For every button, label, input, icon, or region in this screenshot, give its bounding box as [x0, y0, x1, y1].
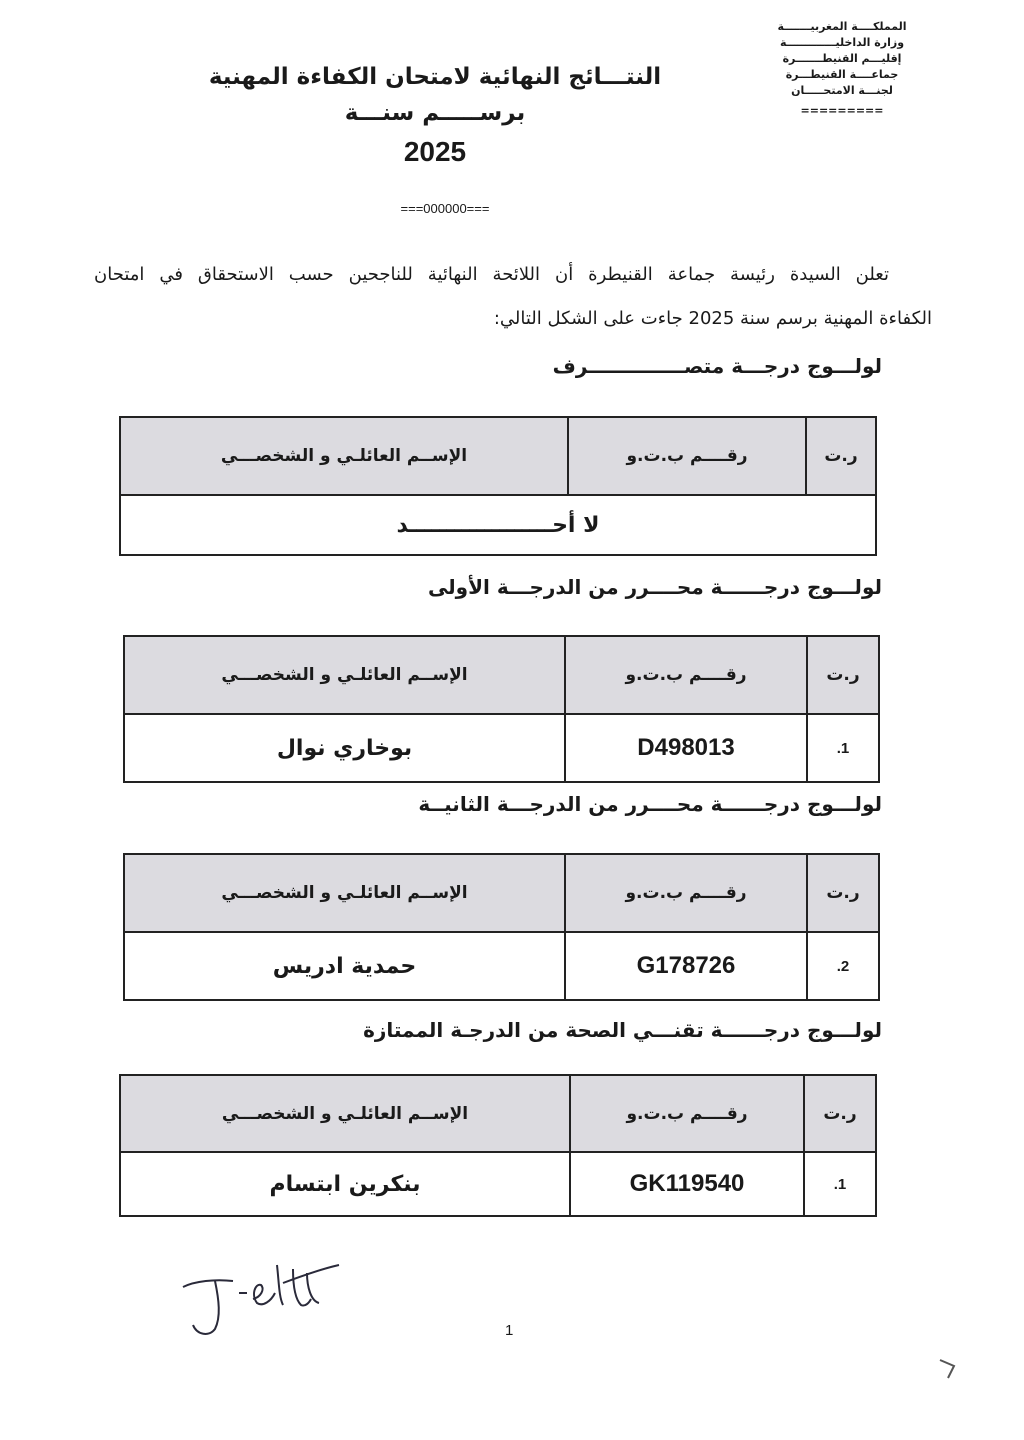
intro-line-2: الكفاءة المهنية برسم سنة 2025 جاءت على الشكل التالي:: [493, 308, 932, 329]
results-table-administrator: [119, 416, 877, 556]
title-session: برســـــم سنـــة: [344, 100, 526, 126]
table-header-row: [125, 855, 878, 933]
header-ministry: وزارة الداخليـــــــــــــة: [779, 36, 905, 49]
table-row: [125, 933, 878, 999]
document-title: النتـــائج النهائية لامتحان الكفاءة المهنية: [208, 64, 662, 90]
row-cin: G178726: [564, 933, 808, 999]
row-name: بوخاري نوال: [276, 735, 413, 761]
page-number: 1: [505, 1322, 514, 1339]
row-cin: D498013: [564, 715, 808, 781]
header-name: الإســم العائلـي و الشخصـــي: [221, 883, 468, 903]
row-rank: 2.: [836, 957, 850, 975]
table-header-row: [125, 637, 878, 715]
table-row: [121, 496, 875, 554]
title-year: 2025: [403, 136, 467, 167]
header-province: إقليـــم القنيطـــــــرة: [782, 52, 902, 65]
section-heading-editor-second: لولـــوج درجــــــة محــــرر من الدرجـــة الثانيــة: [418, 792, 882, 816]
header-committee: لجنـــة الامتحـــــان: [791, 84, 893, 97]
header-name: الإســم العائلـي و الشخصـــي: [221, 665, 468, 685]
header-kingdom: المملكــــة المغربيـــــــة: [777, 20, 907, 33]
table-row: [125, 715, 878, 781]
section-heading-editor-first: لولـــوج درجــــــة محــــرر من الدرجـــة الأولى: [427, 575, 882, 599]
header-cin: رقــــم ب.ت.و: [564, 855, 808, 931]
table-row: [121, 1153, 875, 1215]
header-rank: ر.ت: [826, 665, 860, 685]
signature: [175, 1255, 345, 1345]
stray-mark: [936, 1352, 966, 1382]
header-name: الإســم العائلـي و الشخصـــي: [220, 446, 468, 466]
row-name: بنكرين ابتسام: [269, 1171, 421, 1197]
row-name: حمدية ادريس: [272, 953, 417, 979]
results-table-health-technician: [119, 1074, 877, 1217]
header-rank: ر.ت: [826, 883, 860, 903]
table-header-row: [121, 418, 875, 496]
header-name: الإســم العائلـي و الشخصـــي: [221, 1103, 469, 1124]
table-header-row: [121, 1076, 875, 1153]
title-separator: ===000000===: [400, 201, 490, 216]
header-separator: =========: [800, 104, 884, 117]
header-rank: ر.ت: [823, 1103, 857, 1124]
row-cin: GK119540: [569, 1153, 805, 1215]
section-heading-health-technician: لولـــوج درجــــــة تقنـــي الصحة من الدرجـة الممتازة: [363, 1018, 882, 1042]
header-rank: ر.ت: [824, 446, 858, 466]
header-cin: رقــــم ب.ت.و: [564, 637, 808, 713]
intro-line-1: تعلن السيدة رئيسة جماعة القنيطرة أن اللائحة النهائية للناجحين حسب الاستحقاق في امتحان: [94, 264, 889, 285]
header-commune: جماعــــة القنيطـــرة: [785, 68, 899, 81]
header-cin: رقــــم ب.ت.و: [569, 1076, 805, 1151]
results-table-editor-second: [123, 853, 880, 1001]
results-table-editor-first: [123, 635, 880, 783]
header-cin: رقــــم ب.ت.و: [567, 418, 807, 494]
empty-result: لا أحـــــــــــــــــــد: [396, 512, 600, 538]
row-rank: 1.: [836, 739, 850, 757]
row-rank: 1.: [833, 1175, 847, 1193]
section-heading-administrator: لولـــوج درجـــة متصــــــــــــــرف: [552, 354, 882, 378]
